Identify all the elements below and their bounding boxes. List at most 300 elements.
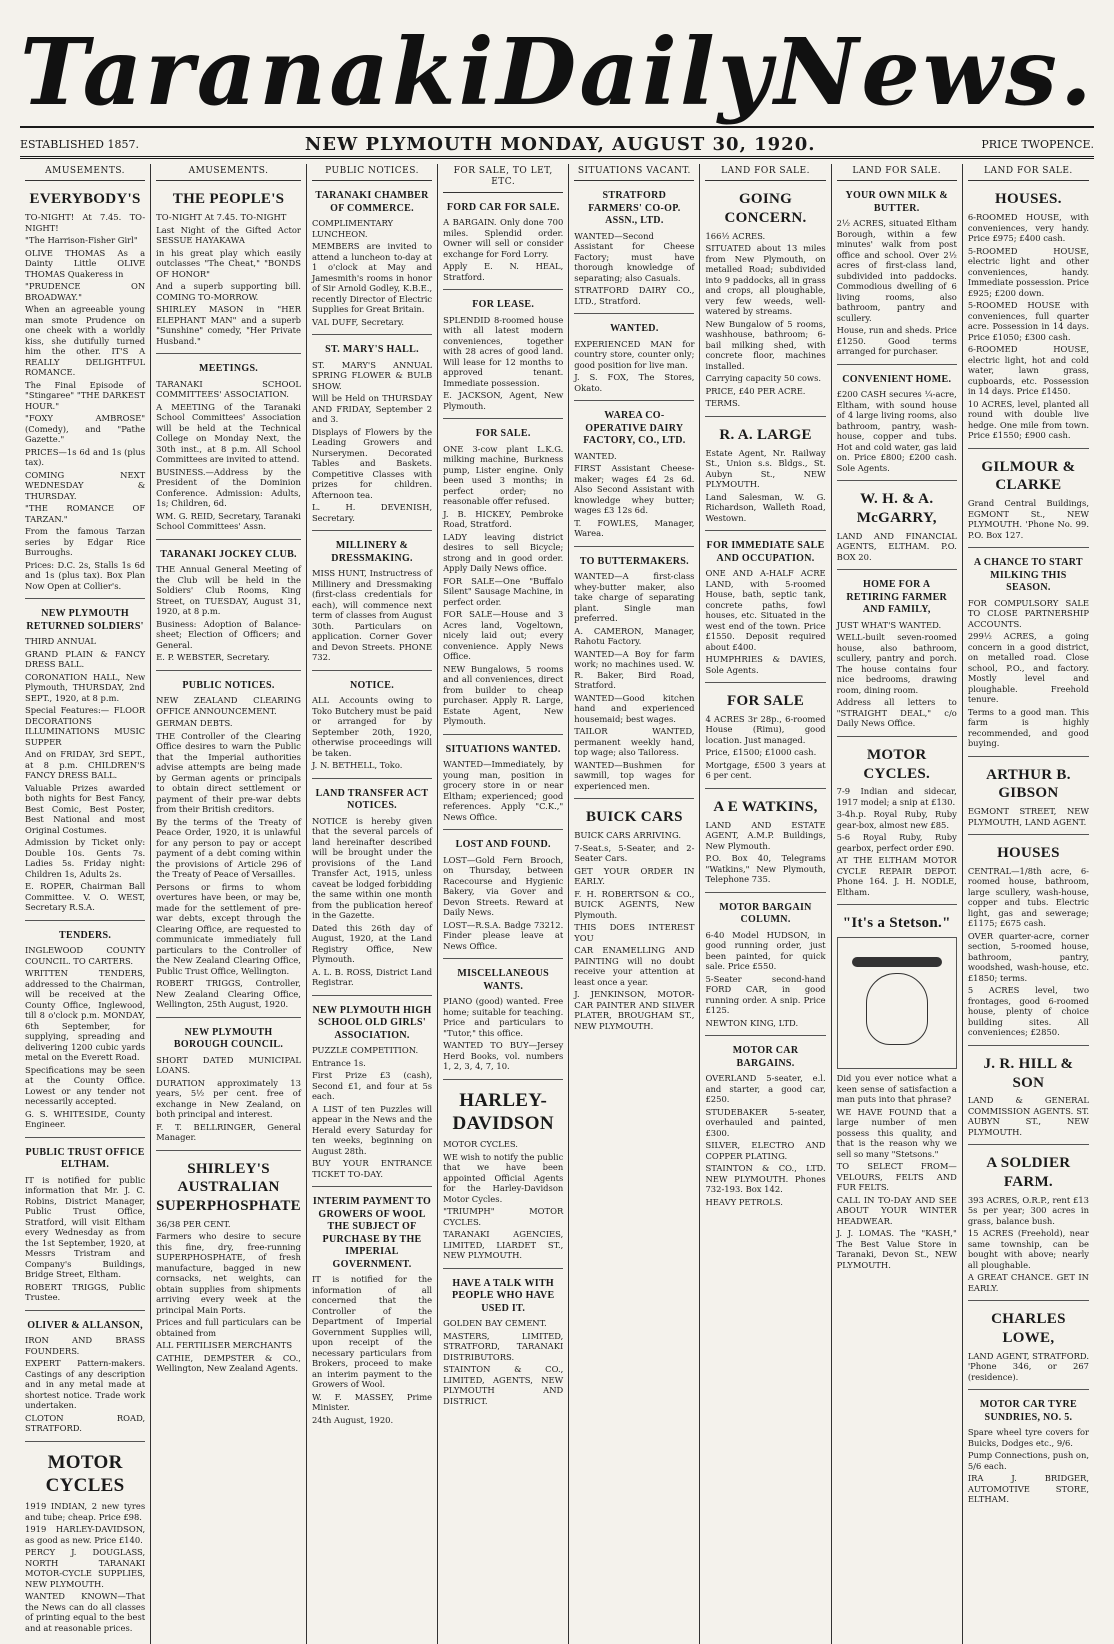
ad-text: AT THE ELTHAM MOTOR CYCLE REPAIR DEPOT. Phone 164. J. H. NODLE, Eltham.	[836, 855, 957, 897]
portrait-icon	[866, 973, 928, 1045]
ad-title: TENDERS.	[59, 929, 112, 941]
ad-title: HARLEY-DAVIDSON	[452, 1089, 554, 1135]
ad-text: Did you ever notice what a keen sense of satisfaction a man puts into that phrase?	[836, 1073, 957, 1104]
ad-text: WANTED—Bushmen for sawmill, top wages for experienced men.	[574, 759, 695, 791]
ad-text: MASTERS, LIMITED, STRATFORD, TARANAKI DISTRIBUTORS.	[443, 1330, 564, 1362]
ad-text: FOR SALE—One "Buffalo Silent" Sausage Machine, in perfect order.	[443, 575, 564, 607]
ad-text: Prices: D.C. 2s, Stalls 1s 6d and 1s (plus tax). Box Plan Now Open at Collier's.	[25, 559, 146, 591]
ad-text: 10 ACRES, level, planted all round with double live hedge. One mile from town. Price £1550; £900 cash.	[967, 398, 1089, 440]
ad-text: "TRIUMPH" MOTOR CYCLES.	[443, 1206, 564, 1227]
ad-text: 6-ROOMED HOUSE, with conveniences, very handy. Price £975; £400 cash.	[967, 212, 1089, 243]
ad-text: WRITTEN TENDERS, addressed to the Chairman, will be received at the County Office, Inglewood, till 8 o'clock p.m. MONDAY, 6th September, for supplying, spreading and delivering 1200 cubic yards metal on the Everett Road.	[25, 968, 146, 1062]
ad-text: SILVER, ELECTRO AND COPPER PLATING.	[705, 1140, 826, 1161]
column-5	[569, 164, 700, 1644]
ad-title: MOTOR CYCLES	[45, 1451, 125, 1497]
ad-text: PRICE, £40 PER ACRE.	[705, 385, 806, 396]
ad-text: Persons or firms to whom overtures have been, or may be, made for the settlement of pre-war debts, except through the Clearing Office, are requested to communicate immediately full particulars to the Controller of the New Zealand Clearing Office, Public Trust Office, Wellington.	[156, 881, 301, 976]
advertisement	[312, 535, 432, 671]
ad-text: SITUATED about 13 miles from New Plymouth, on metalled Road; subdivided into 9 paddocks, all in grass and crops, all ploughable, very few weeds, well-watered by streams.	[705, 243, 826, 317]
ad-title: THE PEOPLE'S	[172, 191, 285, 208]
ad-text: Valuable Prizes awarded both nights for Best Fancy, Best Comic, Best Poster, Best National and most Original Costumes.	[25, 782, 146, 835]
ad-title: GOING CONCERN.	[724, 191, 807, 226]
advertisement	[705, 421, 825, 531]
ad-text: TARANAKI AGENCIES, LIMITED, LIARDET ST., NEW PLYMOUTH.	[443, 1229, 564, 1260]
column-heading: SITUATIONS VACANT.	[574, 164, 694, 181]
ad-text: LADY leaving district desires to sell Bicycle; strong and in good order. Apply Daily News office.	[443, 531, 564, 573]
ad-title: MISCELLANEOUS WANTS.	[457, 968, 550, 992]
ad-title: A SOLDIER FARM.	[986, 1155, 1071, 1190]
ad-text: TO-NIGHT At 7.45. TO-NIGHT	[156, 212, 287, 222]
masthead	[20, 18, 1094, 128]
ad-title: FOR IMMEDIATE SALE AND OCCUPATION.	[706, 540, 825, 564]
ad-title: "It's a Stetson."	[842, 915, 951, 932]
ad-text: ONE 3-cow plant L.K.G. milking machine, Burkness pump, Lister engine. Only been used 3 months; in perfect order; no reasonable offer refused.	[443, 443, 564, 506]
ad-text: CATHIE, DEMPSTER & CO., Wellington, New Zealand Agents.	[156, 1352, 301, 1374]
ad-text: OVERLAND 5-seater, e.l. and starter, a good car, £250.	[705, 1073, 826, 1104]
ad-title: PUBLIC TRUST OFFICE ELTHAM.	[25, 1146, 145, 1170]
advertisement	[705, 1040, 825, 1214]
ad-text: 166½ ACRES.	[705, 230, 766, 241]
ad-title: OLIVER & ALLANSON,	[27, 1319, 143, 1331]
ad-text: VAL DUFF, Secretary.	[311, 316, 405, 327]
ad-text: A. CAMERON, Manager, Rahotu Factory.	[574, 625, 695, 647]
advertisement	[968, 185, 1089, 448]
ad-title: J. R. HILL & SON	[983, 1055, 1074, 1091]
ad-title: CHARLES LOWE,	[991, 1311, 1066, 1346]
ad-text: ROBERT TRIGGS, Controller, New Zealand Clearing Office, Wellington, 25th August, 1920.	[156, 978, 301, 1009]
ad-text: PRICES—1s 6d and 1s (plus tax).	[25, 446, 146, 467]
ad-text: IT is notified for the information of all concerned that the Controller of the Department of Imperial Government Supplies will, upon receipt of the necessary particulars from Brokers, proceed to make an interim payment to the Growers of Wool.	[311, 1274, 433, 1390]
ad-text: P.O. Box 40, Telegrams "Watkins," New Plymouth, Telephone 735.	[705, 853, 826, 884]
column-heading: AMUSEMENTS.	[156, 164, 301, 181]
ad-title: HOUSES	[997, 845, 1060, 861]
ad-title: PUBLIC NOTICES.	[182, 679, 275, 691]
ad-text: ALL FERTILISER MERCHANTS	[156, 1340, 293, 1351]
ad-text: Farmers who desire to secure this fine, dry, free-running SUPERPHOSPHATE, of fresh manufacture, bagged in new cornsacks, net weights, can obtain supplies from shipments arriving every week at the principal Main Ports.	[156, 1231, 301, 1315]
ad-text: Estate Agent, Nr. Railway St., Union s.s. Bldgs., St. Aubyn St., NEW PLYMOUTH.	[705, 447, 826, 489]
ad-text: CAR ENAMELLING AND PAINTING will no doubt receive your attention at least once a year.	[574, 945, 695, 987]
column-6	[700, 164, 831, 1644]
column-2	[151, 164, 307, 1644]
advertisement	[156, 185, 301, 354]
ad-text: Specifications may be seen at the County Office. Lowest or any tender not necessarily accepted.	[25, 1064, 146, 1106]
column-heading: LAND FOR SALE.	[968, 164, 1089, 181]
ad-text: 5 ACRES level, two frontages, good 6-roomed house, plenty of choice building sites. All conveniences; £2850.	[967, 985, 1089, 1038]
ad-text: TERMS.	[705, 398, 741, 409]
advertisement	[312, 1191, 432, 1432]
advertisement	[312, 185, 432, 335]
ad-text: 393 ACRES, O.R.P., rent £13 5s per year; 300 acres in grass, balance bush.	[967, 1194, 1089, 1226]
advertisement	[574, 803, 694, 1038]
advertisement	[968, 1050, 1089, 1146]
masthead-word-3: News.	[774, 18, 1095, 126]
ad-text: 5-ROOMED HOUSE with conveniences, full quarter acre. Possession in 14 days. Price £1050; £300 cash.	[967, 300, 1089, 342]
advertisement	[443, 834, 563, 959]
ad-text: LAND AND ESTATE AGENT, A.M.P. Buildings, New Plymouth.	[705, 819, 826, 851]
advertisement	[443, 1273, 563, 1414]
ad-text: 6-40 Model HUDSON, in good running order, just been painted, for quick sale. Price £550.	[705, 929, 826, 971]
advertisement	[443, 963, 563, 1080]
advertisement	[705, 535, 825, 683]
ad-text: EXPERT Pattern-makers. Castings of any description and in any metal made at shortest notice. Trade work undertaken.	[25, 1358, 146, 1410]
ad-title: BUICK CARS	[585, 809, 683, 826]
ad-text: DURATION approximately 13 years, 5½ per cent. free of exchange in New Zealand, on both principal and interest.	[156, 1077, 301, 1119]
ad-text: BUSINESS.—Address by the President of the Dominion Conference. Admission: Adults, 1s; Children, 6d.	[156, 466, 301, 508]
ad-text: IRON AND BRASS FOUNDERS.	[25, 1335, 146, 1356]
established-note: ESTABLISHED 1857.	[20, 137, 139, 151]
ad-text: Land Salesman, W. G. Richardson, Walleth Road, Westown.	[705, 491, 826, 523]
ad-text: SHIRLEY MASON in "HER ELEPHANT MAN" and a superb "Sunshine" comedy, "Her Private Husband."	[156, 304, 301, 346]
ad-text: WANTED—A Boy for farm work; no machines used. W. R. Baker, Bird Road, Stratford.	[574, 648, 695, 691]
issue-date: NEW PLYMOUTH MONDAY, AUGUST 30, 1920.	[304, 133, 816, 155]
ad-text: THIS DOES INTEREST YOU	[574, 922, 695, 943]
ad-text: NEW ZEALAND CLEARING OFFICE ANNOUNCEMENT.	[156, 695, 301, 716]
ad-text: Spare wheel tyre covers for Buicks, Dodges etc., 9/6.	[967, 1427, 1089, 1448]
ad-text: E. JACKSON, Agent, New Plymouth.	[443, 390, 564, 411]
ad-text: WANTED—Second Assistant for Cheese Factory; must have thorough knowledge of separating; also Casuals.	[574, 230, 695, 283]
ad-text: THE Controller of the Clearing Office desires to warn the Public that the Imperial authorities advise attempts are being made by German agents or principals to obtain direct settlement or payment of their pre-war debts from their British creditors.	[156, 730, 301, 814]
advertisement	[837, 185, 957, 365]
ad-text: WM. G. REID, Secretary, Taranaki School Committees' Assn.	[156, 510, 301, 531]
ad-title: FOR LEASE.	[472, 299, 535, 310]
ad-title: MEETINGS.	[199, 363, 259, 374]
ad-text: BUICK CARS ARRIVING.	[574, 830, 681, 840]
ad-text: F. H. ROBERTSON & CO., BUICK AGENTS, New Plymouth.	[574, 888, 695, 920]
ad-title: FOR SALE.	[475, 428, 531, 439]
ad-text: J. B. HICKEY, Pembroke Road, Stratford.	[443, 508, 564, 529]
ad-text: MISS HUNT, Instructress of Millinery and Dressmaking (first-class credentials for each), will commence next term of classes from August 30th. Particulars on application. Corner Gover and Devon Streets. PHONE 732.	[311, 568, 433, 663]
advertisement	[705, 793, 825, 893]
page-columns	[20, 164, 1094, 1633]
advertisement	[968, 552, 1089, 757]
ad-text: CLOTON ROAD, STRATFORD.	[25, 1412, 146, 1433]
ad-text: Pump Connections, push on, 5/6 each.	[967, 1450, 1090, 1471]
column-heading: PUBLIC NOTICES.	[312, 164, 432, 181]
ad-text: LAND AND FINANCIAL AGENTS, ELTHAM. P.O. BOX 20.	[836, 530, 957, 562]
ad-title: MOTOR CAR TYRE SUNDRIES, NO. 5.	[979, 1399, 1077, 1423]
ad-text: Dated this 26th day of August, 1920, at the Land Registry Office, New Plymouth.	[311, 922, 433, 965]
ad-text: WANTED TO BUY—Jersey Herd Books, vol. numbers 1, 2, 3, 4, 7, 10.	[443, 1040, 564, 1071]
ad-title: INTERIM PAYMENT TO GROWERS OF WOOL THE SUBJECT OF PURCHASE BY THE IMPERIAL GOVERNMENT.	[312, 1196, 432, 1270]
advertisement	[443, 739, 563, 831]
advertisement	[837, 741, 957, 906]
ad-title: NEW PLYMOUTH BOROUGH COUNCIL.	[173, 1026, 284, 1050]
ad-text: G. S. WHITESIDE, County Engineer.	[25, 1108, 146, 1129]
ad-title: MOTOR BARGAIN COLUMN.	[719, 901, 812, 925]
ad-text: TARANAKI SCHOOL COMMITTEES' ASSOCIATION.	[156, 378, 301, 399]
ad-text: COMING NEXT WEDNESDAY & THURSDAY.	[25, 469, 146, 501]
ad-title: NOTICE.	[349, 679, 395, 691]
ad-text: STAINTON & CO., LIMITED, AGENTS, NEW PLYMOUTH AND DISTRICT.	[443, 1364, 564, 1406]
ad-text: House, run and sheds. Price £1250. Good terms arranged for purchaser.	[836, 325, 957, 357]
advertisement	[156, 1155, 301, 1381]
hat-icon	[852, 957, 942, 967]
ad-text: T. FOWLES, Manager, Warea.	[574, 517, 695, 539]
ad-text: WANTED—Immediately, by young man, position in grocery store in or near Eltham; experienced; good references. Apply "C.K.," News Office.	[443, 759, 564, 822]
column-3	[307, 164, 438, 1644]
ad-text: GET YOUR ORDER IN EARLY.	[574, 865, 695, 886]
advertisement	[443, 1084, 563, 1269]
advertisement	[25, 185, 145, 599]
advertisement	[837, 485, 957, 570]
ad-text: 1919 HARLEY-DAVIDSON, as good as new. Price £140.	[25, 1524, 146, 1545]
ad-text: A. L. B. ROSS, District Land Registrar.	[311, 966, 433, 988]
advertisement	[443, 423, 563, 735]
ad-title: EVERYBODY'S	[29, 191, 141, 208]
ad-text: PUZZLE COMPETITION.	[311, 1045, 419, 1056]
ad-text: ALL Accounts owing to Toko Butchery must be paid or arranged for by September 20th, 1920, otherwise proceedings will be taken.	[311, 695, 433, 758]
ad-text: TO SELECT FROM— VELOURS, FELTS AND FUR FELTS.	[836, 1161, 957, 1192]
column-heading: AMUSEMENTS.	[25, 164, 145, 181]
ad-text: By the terms of the Treaty of Peace Order, 1920, it is unlawful for any person to pay or accept payment of a debt coming within the provisions of Article 296 of the Treaty of Peace of Versailles.	[156, 816, 301, 879]
ad-text: Special Features:— FLOOR DECORATIONS ILLUMINATIONS MUSIC SUPPER	[25, 705, 146, 747]
ad-text: Grand Central Buildings, EGMONT St., NEW PLYMOUTH. 'Phone No. 99. P.O. Box 127.	[967, 498, 1089, 540]
ad-text: EXPERIENCED MAN for country store, counter only; good position for live man.	[574, 338, 695, 370]
advertisement	[968, 1305, 1089, 1390]
ad-text: From the famous Tarzan series by Edgar Rice Burroughs.	[25, 526, 146, 557]
ad-text: WE HAVE FOUND that a large number of men possess this quality, and that is the reason why we sell so many "Stetsons."	[836, 1106, 957, 1159]
column-1	[20, 164, 151, 1644]
ad-text: 6-ROOMED HOUSE, electric light, hot and cold water, lawn grass, cupboards, etc. Possession in 14 days. Price £1450.	[967, 344, 1089, 396]
ad-text: J. JENKINSON, MOTOR-CAR PAINTER AND SILVER PLATER, BROUGHAM ST., NEW PLYMOUTH.	[574, 989, 695, 1031]
ad-text: WE wish to notify the public that we have been appointed Official Agents for the Harley-Davidson Motor Cycles.	[443, 1151, 564, 1204]
ad-text: WELL-built seven-roomed house, also bathroom, scullery, pantry and porch. The house contains four nice bedrooms, drawing room, dining room.	[836, 632, 957, 695]
ad-text: CALL IN TO-DAY AND SEE ABOUT YOUR WINTER HEADWEAR.	[836, 1194, 957, 1226]
ad-text: LAND & GENERAL COMMISSION AGENTS. ST. AUBYN ST., NEW PLYMOUTH.	[967, 1095, 1089, 1137]
advertisement	[705, 897, 825, 1037]
advertisement	[312, 339, 432, 531]
ad-text: COMPLIMENTARY LUNCHEON.	[311, 218, 394, 239]
ad-text: JUST WHAT'S WANTED.	[836, 619, 942, 630]
dateline	[20, 132, 1094, 159]
ad-text: 3-4h.p. Royal Ruby, Ruby gear-box, almost new £85.	[836, 809, 957, 830]
ad-text: NOTICE is hereby given that the several parcels of land hereinafter described will be brought under the provisions of the Land Transfer Act, 1915, unless caveat be lodged forbidding the same within one month from the publication hereof in the Gazette.	[311, 815, 433, 921]
ad-text: 5-ROOMED HOUSE, electric light and other conveniences, handy. Immediate possession. Price £925; £200 down.	[967, 245, 1089, 298]
ad-text: A MEETING of the Taranaki School Committees' Association will be held at the Technical College on Monday Next, the 30th inst., at 8 p.m. All School Committees are invited to attend.	[156, 401, 301, 464]
ad-text: BUY YOUR ENTRANCE TICKET TO-DAY.	[311, 1158, 433, 1179]
ad-title: LAND TRANSFER ACT NOTICES.	[315, 787, 429, 812]
ad-text: When an agreeable young man smote Prudence on one cheek with a worldly kiss, she dutifully turned him the other. IT'S A REALLY DELIGHTFUL ROMANCE.	[25, 304, 146, 377]
ad-text: F. T. BELLRINGER, General Manager.	[156, 1121, 301, 1142]
advertisement	[574, 185, 694, 314]
advertisement	[968, 453, 1089, 549]
ad-text: £200 CASH secures ¼-acre, Eltham, with sound house of 4 large living rooms, also bathroom, pantry, wash-house, copper and tubs. Hot and cold water, gas laid on. Price £800; £200 cash. Sole Agents.	[836, 389, 957, 473]
advertisement	[312, 783, 432, 996]
column-heading: FOR SALE, TO LET, ETC.	[443, 164, 563, 193]
advertisement	[312, 1000, 432, 1188]
ad-text: New Bungalow of 5 rooms, washhouse, bathroom; 6-bail milking shed, with concrete floor, machines installed.	[705, 318, 826, 371]
ad-title: W. H. & A. McGARRY,	[856, 491, 937, 526]
ad-text: OVER quarter-acre, corner section, 5-roomed house, bathroom, pantry, woodshed, wash-house, etc. £1850; terms.	[967, 930, 1089, 983]
ad-text: L. H. DEVENISH, Secretary.	[311, 502, 433, 523]
advertisement	[968, 1149, 1089, 1301]
advertisement	[837, 909, 957, 1277]
advertisement	[968, 761, 1089, 836]
ad-title: HOME FOR A RETIRING FARMER AND FAMILY,	[846, 579, 948, 616]
ad-title: A E WATKINS,	[713, 798, 818, 815]
ad-title: A CHANCE TO START MILKING THIS SEASON.	[973, 557, 1083, 593]
ad-title: FORD CAR FOR SALE.	[446, 201, 560, 213]
ad-title: CONVENIENT HOME.	[842, 373, 952, 385]
price-note: PRICE TWOPENCE.	[981, 137, 1094, 151]
ad-text: 5-6 Royal Ruby, Ruby gearbox, perfect order £90.	[836, 832, 957, 853]
ad-text: STAINTON & CO., LTD. NEW PLYMOUTH. Phones 732-193. Box 142.	[705, 1163, 826, 1194]
ad-title: NEW PLYMOUTH HIGH SCHOOL OLD GIRLS' ASSOCIATION.	[312, 1004, 432, 1041]
ad-text: in his great play which easily outclasses "The Cheat," "BONDS OF HONOR"	[156, 247, 301, 279]
ad-text: E. P. WEBSTER, Secretary.	[156, 652, 270, 662]
advertisement	[312, 675, 432, 779]
advertisement	[837, 574, 957, 737]
ad-text: 15 ACRES (Freehold), near same township, can be bought with above; nearly all ploughable.	[967, 1228, 1089, 1270]
ad-text: 24th August, 1920.	[311, 1414, 394, 1425]
ad-text: And a superb supporting bill. COMING TO-MORROW.	[156, 281, 301, 302]
ad-title: WAREA CO-OPERATIVE DAIRY FACTORY, CO., LTD.	[583, 410, 686, 447]
ad-text: And on FRIDAY, 3rd SEPT., at 8 p.m. CHILDREN'S FANCY DRESS BALL.	[25, 749, 146, 780]
ad-text: Displays of Flowers by the Leading Growers and Nurserymen. Decorated Tables and Baskets. Competitive Classes with prizes for children. Afternoon tea.	[311, 426, 433, 500]
ad-text: Apply E. N. HEAL, Stratford.	[443, 261, 564, 282]
advertisement	[25, 603, 145, 921]
advertisement	[443, 294, 563, 419]
ad-text: Last Night of the Gifted Actor SESSUE HAYAKAWA	[156, 224, 301, 245]
ad-title: NEW PLYMOUTH RETURNED SOLDIERS'	[26, 608, 144, 632]
ad-title: MILLINERY & DRESSMAKING.	[331, 540, 413, 564]
ad-text: FOR SALE—House and 3 Acres land, Vogeltown, nicely laid out; every convenience. Apply News Office.	[443, 609, 564, 661]
ad-text: ST. MARY'S ANNUAL SPRING FLOWER & BULB SHOW.	[311, 359, 433, 391]
ad-title: TARANAKI JOCKEY CLUB.	[160, 548, 297, 560]
ad-text: 2½ ACRES, situated Eltham Borough, within a few minutes' walk from post office and school. Over 2½ acres of first-class land, subdivided into paddocks. Commodious dwelling of 6 living rooms, also bathroom, pantry and scullery.	[836, 218, 957, 323]
advertisement	[25, 1446, 145, 1641]
ad-text: "PRUDENCE ON BROADWAY."	[25, 281, 146, 302]
ad-text: Entrance 1s.	[311, 1057, 366, 1068]
ad-text: EGMONT STREET, NEW PLYMOUTH, LAND AGENT.	[967, 806, 1089, 827]
advertisement	[25, 1142, 145, 1311]
ad-text: J. S. FOX, The Stores, Okato.	[574, 372, 695, 393]
ad-title: WANTED.	[610, 323, 659, 335]
column-heading: LAND FOR SALE.	[837, 164, 957, 181]
ad-title: MOTOR CYCLES.	[863, 746, 931, 782]
ad-title: GILMOUR & CLARKE	[981, 458, 1076, 494]
ad-title: SITUATIONS WANTED.	[445, 743, 561, 755]
ad-text: LAND AGENT, STRATFORD. 'Phone 346, or 267 (residence).	[967, 1350, 1089, 1382]
ad-text: ROBERT TRIGGS, Public Trustee.	[25, 1281, 146, 1302]
ad-text: 7-Seat.s, 5-Seater, and 2-Seater Cars.	[574, 842, 695, 863]
ad-text: THE Annual General Meeting of the Club will be held in the Soldiers' Club Rooms, King Street, on TUESDAY, August 31, 1920, at 8 p.m.	[156, 564, 301, 616]
ad-text: ONE AND A-HALF ACRE LAND, with 5-roomed House, bath, septic tank, concrete paths, fowl houses, etc. Situated in the west end of the town. Price £1550. Deposit required about £400.	[705, 568, 826, 652]
advertisement	[156, 1022, 301, 1151]
ad-text: SPLENDID 8-roomed house with all latest modern conveniences, together with 28 acres of good land. Will lease for 12 months to approved tenant. Immediate possession.	[443, 314, 564, 388]
ad-text: WANTED—A first-class whey-butter maker, also take charge of separating plant. Single man preferred.	[574, 571, 695, 624]
ad-title: YOUR OWN MILK & BUTTER.	[845, 190, 948, 214]
ad-title: TO BUTTERMAKERS.	[579, 555, 689, 567]
ad-text: 36/38 PER CENT.	[156, 1218, 231, 1229]
ad-text: THIRD ANNUAL	[25, 636, 96, 646]
column-heading: LAND FOR SALE.	[705, 164, 825, 181]
ad-text: LOST—Gold Fern Brooch, on Thursday, between Racecourse and Hygienic Bakery, via Gover and Devon Streets. Reward at Daily News.	[443, 854, 564, 917]
ad-text: WANTED—Good kitchen hand and experienced housemaid; best wages.	[574, 692, 695, 724]
ad-text: STUDEBAKER 5-seater, overhauled and painted, £300.	[705, 1106, 826, 1138]
column-4	[438, 164, 569, 1644]
ad-text: FOR COMPULSORY SALE TO CLOSE PARTNERSHIP ACCOUNTS.	[967, 597, 1089, 629]
ad-text: A BARGAIN. Only done 700 miles. Splendid order. Owner will sell or consider exchange for Ford Lorry.	[443, 217, 564, 259]
advertisement	[574, 405, 694, 547]
advertisement	[443, 197, 563, 291]
ad-text: PIANO (good) wanted. Free home; suitable for teaching. Price and particulars to "Tutor," this office.	[443, 996, 564, 1038]
advertisement	[156, 358, 301, 540]
ad-text: STRATFORD DAIRY CO., LTD., Stratford.	[574, 285, 695, 306]
ad-text: 1919 INDIAN, 2 new tyres and tube; cheap. Price £98.	[25, 1501, 146, 1522]
advertisement	[837, 369, 957, 482]
ad-title: STRATFORD FARMERS' CO-OP. ASSN., LTD.	[588, 190, 681, 227]
masthead-word-2: Daily	[496, 18, 775, 126]
stetson-illustration	[837, 937, 957, 1069]
ad-text: Carrying capacity 50 cows.	[705, 373, 822, 384]
masthead-word-1: Taranaki	[20, 18, 497, 126]
ad-text: Admission by Ticket only: Double 10s. Gents 7s. Ladies 5s. Friday night: Children 1s, Adults 2s.	[25, 837, 146, 879]
ad-title: SHIRLEY'S AUSTRALIAN SUPERPHOSPHATE	[156, 1160, 301, 1214]
ad-text: PERCY J. DOUGLASS, NORTH TARANAKI MOTOR-CYCLE SUPPLIES, NEW PLYMOUTH.	[25, 1547, 146, 1589]
ad-text: TO-NIGHT! At 7.45. TO-NIGHT!	[25, 212, 146, 233]
ad-text: WANTED KNOWN—That the News can do all classes of printing equal to the best and at reasonable prices.	[25, 1591, 146, 1633]
column-8	[963, 164, 1094, 1644]
ad-text: GERMAN DEBTS.	[156, 718, 233, 728]
ad-title: HOUSES.	[995, 191, 1062, 208]
ad-text: J. J. LOMAS. The "KASH," The Best Value Store in Taranaki, Devon St., NEW PLYMOUTH.	[836, 1228, 957, 1270]
ad-text: OLIVE THOMAS As a Dainty Little OLIVE THOMAS Quakeress in	[25, 247, 146, 279]
ad-text: CENTRAL—1/8th acre, 6-roomed house, bathroom, large scullery, wash-house, copper and tubs. Electric light, gas and sewerage; £1175; £675 cash.	[967, 865, 1089, 929]
ad-text: HEAVY PETROLS.	[705, 1196, 783, 1207]
ad-text: MOTOR CYCLES.	[443, 1139, 518, 1149]
ad-text: A LIST of ten Puzzles will appear in the News and the Herald every Saturday for ten weeks, beginning on August 28th.	[311, 1103, 433, 1156]
ad-text: "THE ROMANCE OF TARZAN."	[25, 503, 146, 524]
ad-text: Will be Held on THURSDAY AND FRIDAY, September 2 and 3.	[311, 393, 433, 425]
ad-text: A GREAT CHANCE. GET IN EARLY.	[967, 1272, 1089, 1293]
ad-text: 5-Seater second-hand FORD CAR, in good running order. A snip. Price £125.	[705, 973, 826, 1015]
ad-text: HUMPHRIES & DAVIES, Sole Agents.	[705, 654, 826, 675]
ad-text: Terms to a good man. This farm is highly recommended, and good buying.	[967, 706, 1089, 748]
ad-title: R. A. LARGE	[719, 426, 812, 443]
ad-title: LOST AND FOUND.	[455, 839, 551, 850]
ad-title: MOTOR CAR BARGAINS.	[732, 1045, 799, 1069]
ad-text: "FOXY AMBROSE" (Comedy), and "Pathe Gazette."	[25, 413, 146, 444]
ad-text: W. F. MASSEY, Prime Minister.	[311, 1391, 433, 1413]
ad-text: NEW Bungalows, 5 rooms and all conveniences, direct from builder to cheap purchaser. Apply R. Large, Estate Agent, New Plymouth.	[443, 663, 564, 726]
advertisement	[25, 925, 145, 1138]
column-7	[832, 164, 963, 1644]
advertisement	[705, 687, 825, 789]
ad-text: MEMBERS are invited to attend a luncheon to-day at 1 o'clock at May and Jamesmith's rooms in honor of Sir Arnold Godley, K.B.E., recently Director of Electric Supplies for Great Britain.	[311, 241, 433, 315]
ad-text: J. N. BETHELL, Toko.	[311, 760, 403, 771]
ad-text: E. ROPER, Chairman Ball Committee. V. O. WEST, Secretary R.S.A.	[25, 881, 146, 912]
ad-text: TAILOR WANTED, permanent weekly hand, top wage; also Tailoress.	[574, 726, 695, 758]
ad-text: IRA J. BRIDGER, AUTOMOTIVE STORE, ELTHAM.	[967, 1473, 1089, 1505]
advertisement	[156, 544, 301, 671]
ad-text: CORONATION HALL, New Plymouth, THURSDAY, 2nd SEPT., 1920, at 8 p.m.	[25, 671, 146, 703]
ad-text: 7-9 Indian and sidecar, 1917 model; a snip at £130.	[836, 786, 957, 807]
advertisement	[574, 551, 694, 800]
advertisement	[156, 675, 301, 1018]
ad-title: TARANAKI CHAMBER OF COMMERCE.	[315, 190, 429, 214]
advertisement	[705, 185, 825, 417]
ad-text: "The Harrison-Fisher Girl"	[25, 235, 138, 245]
ad-text: LOST—R.S.A. Badge 73212. Finder please leave at News Office.	[443, 919, 564, 951]
ad-text: WANTED.	[574, 450, 617, 461]
ad-text: GRAND PLAIN & FANCY DRESS BALL.	[25, 648, 146, 669]
ad-text: Price, £1500; £1000 cash.	[705, 747, 817, 758]
ad-text: INGLEWOOD COUNTY COUNCIL. TO CARTERS.	[25, 945, 146, 966]
ad-text: The Final Episode of "Stingaree" "THE DARKEST HOUR."	[25, 379, 146, 411]
ad-title: ST. MARY'S HALL.	[325, 344, 419, 356]
ad-text: GOLDEN BAY CEMENT.	[443, 1318, 547, 1328]
